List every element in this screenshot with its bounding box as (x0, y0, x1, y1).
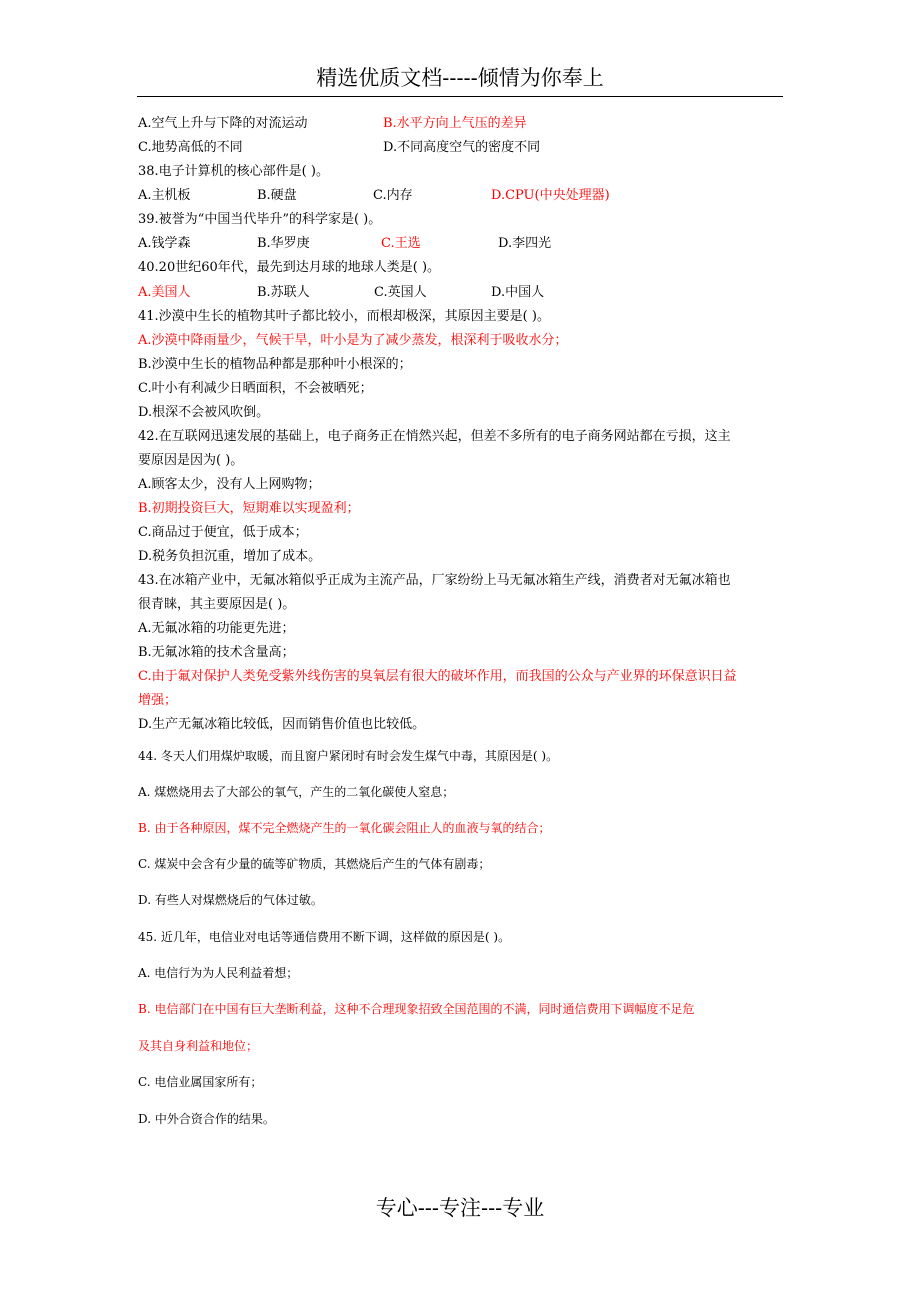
q43-option-d: D.生产无氟冰箱比较低，因而销售价值也比较低。 (138, 717, 426, 732)
q45-option-c: C. 电信业属国家所有； (138, 1075, 263, 1089)
q45-option-d: D. 中外合资合作的结果。 (138, 1112, 275, 1126)
q38-option-c: C.内存 (373, 188, 413, 203)
q37-option-c: C.地势高低的不同 (138, 140, 243, 155)
q43-option-c-answer-line-2: 增强； (138, 693, 178, 708)
q45-question: 45. 近几年，电信业对电话等通信费用不断下调，这样做的原因是( )。 (138, 930, 511, 944)
q37-option-a: A.空气上升与下降的对流运动 (138, 116, 308, 131)
q45-option-b-answer-line-2: 及其自身利益和地位； (138, 1039, 259, 1053)
q41-option-d: D.根深不会被风吹倒。 (138, 405, 270, 420)
q44-option-b-answer: B. 由于各种原因，煤不完全燃烧产生的一氧化碳会阻止人的血液与氧的结合； (138, 821, 551, 835)
q39-question: 39.被誉为“中国当代毕升”的科学家是( )。 (138, 212, 382, 227)
q42-option-a: A.顾客太少，没有人上网购物； (138, 477, 321, 492)
q40-options (138, 284, 545, 302)
q39-option-a: A.钱学森 (138, 236, 191, 251)
q37-option-b-answer: B.水平方向上气压的差异 (383, 116, 527, 131)
q45-option-a: A. 电信行为为人民利益着想； (138, 966, 299, 980)
q38-option-d-answer: D.CPU(中央处理器) (491, 188, 610, 203)
q39-options (138, 235, 552, 253)
page-header: 精选优质文档-----倾情为你奉上 (316, 66, 604, 90)
q43-question-line-1: 43.在冰箱产业中，无氟冰箱似乎正成为主流产品，厂家纷纷上马无氟冰箱生产线，消费者对无氟冰箱也 (138, 573, 731, 588)
q43-option-b: B.无氟冰箱的技术含量高； (138, 645, 295, 660)
page-footer: 专心---专注---专业 (375, 1196, 545, 1220)
q44-option-c: C. 煤炭中会含有少量的硫等矿物质，其燃烧后产生的气体有剧毒； (138, 857, 491, 871)
q41-option-c: C.叶小有利减少日晒面积，不会被晒死； (138, 381, 373, 396)
q38-option-a: A.主机板 (138, 188, 191, 203)
q38-question: 38.电子计算机的核心部件是( )。 (138, 164, 329, 179)
q37-options-row-1 (138, 115, 527, 133)
q42-option-d: D.税务负担沉重，增加了成本。 (138, 549, 322, 564)
q39-option-c-answer: C.王选 (381, 236, 421, 251)
q38-options (138, 187, 610, 205)
q37-options-row-2 (138, 139, 541, 157)
q38-option-b: B.硬盘 (257, 188, 297, 203)
q44-option-a: A. 煤燃烧用去了大部公的氧气，产生的二氧化碳使人窒息； (138, 785, 455, 799)
q42-option-b-answer: B.初期投资巨大，短期难以实现盈利； (138, 501, 360, 516)
q43-option-a: A.无氟冰箱的功能更先进； (138, 621, 295, 636)
q42-option-c: C.商品过于便宜，低于成本； (138, 525, 308, 540)
q39-option-b: B.华罗庚 (257, 236, 310, 251)
header-rule (137, 96, 783, 97)
q40-question: 40.20世纪60年代，最先到达月球的地球人类是( )。 (138, 260, 441, 275)
q44-option-d: D. 有些人对煤燃烧后的气体过敏。 (138, 893, 323, 907)
q40-option-a-answer: A.美国人 (138, 285, 191, 300)
q37-option-d: D.不同高度空气的密度不同 (383, 140, 541, 155)
q42-question-line-2: 要原因是因为( )。 (138, 453, 244, 468)
q40-option-d: D.中国人 (491, 285, 545, 300)
q40-option-c: C.英国人 (374, 285, 427, 300)
q45-option-b-answer-line-1: B. 电信部门在中国有巨大垄断利益，这种不合理现象招致全国范围的不满，同时通信费用下调幅度不足危 (138, 1002, 695, 1016)
q39-option-d: D.李四光 (498, 236, 552, 251)
q41-option-a-answer: A.沙漠中降雨量少，气候干旱，叶小是为了减少蒸发，根深利于吸收水分； (138, 333, 568, 348)
q40-option-b: B.苏联人 (257, 285, 310, 300)
q41-option-b: B.沙漠中生长的植物品种都是那种叶小根深的； (138, 357, 412, 372)
q43-question-line-2: 很青睐，其主要原因是( )。 (138, 597, 296, 612)
q44-question: 44. 冬天人们用煤炉取暖，而且窗户紧闭时有时会发生煤气中毒，其原因是( )。 (138, 749, 559, 763)
q42-question-line-1: 42.在互联网迅速发展的基础上，电子商务正在悄然兴起，但差不多所有的电子商务网站都在亏损，这主 (138, 429, 731, 444)
q43-option-c-answer-line-1: C.由于氟对保护人类免受紫外线伤害的臭氧层有很大的破坏作用，而我国的公众与产业界的环保意识日益 (138, 669, 737, 684)
q41-question: 41.沙漠中生长的植物其叶子都比较小，而根却极深，其原因主要是( )。 (138, 309, 550, 324)
